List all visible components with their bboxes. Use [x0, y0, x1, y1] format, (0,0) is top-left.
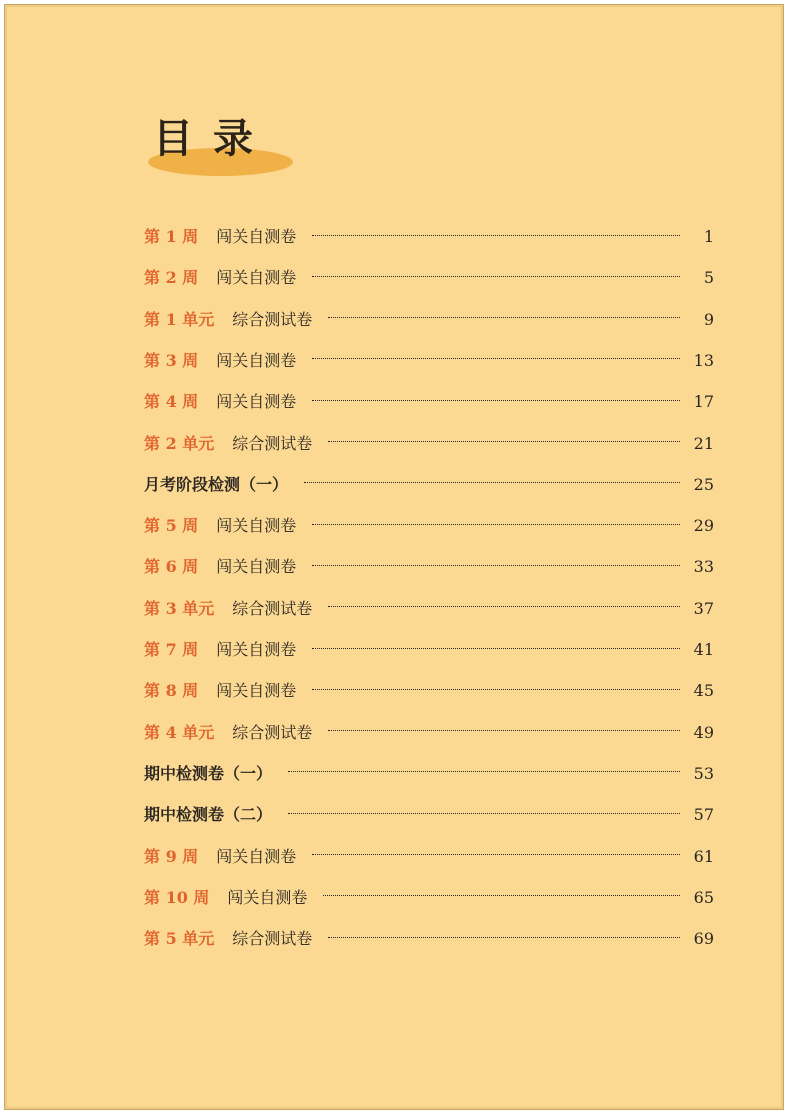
toc-entry-title: 期中检测卷（一）	[144, 763, 273, 783]
toc-entry	[144, 925, 714, 953]
toc-page-number: 69	[693, 929, 714, 949]
toc-leader-dots	[328, 317, 680, 318]
toc-entry-title: 闯关自测卷	[216, 227, 297, 246]
toc-leader-dots	[328, 606, 680, 607]
toc-leader-dots	[312, 565, 680, 566]
toc-leader-dots	[304, 482, 680, 483]
toc-leader-dots	[312, 524, 680, 525]
toc-leader-dots	[328, 441, 680, 442]
toc-entry-title: 综合测试卷	[232, 929, 313, 949]
toc-entry-prefix: 第 8 周	[144, 681, 199, 701]
toc-entry-prefix: 第 1 周	[144, 227, 199, 246]
toc-entry	[144, 512, 714, 540]
toc-entry	[144, 801, 714, 829]
toc-entry-title: 综合测试卷	[232, 598, 313, 618]
toc-entry-prefix: 第 7 周	[144, 640, 199, 659]
toc-page-number: 45	[693, 681, 714, 701]
toc-entry	[144, 388, 714, 416]
toc-leader-dots	[312, 854, 680, 855]
toc-leader-dots	[323, 895, 680, 896]
toc-page-number: 9	[703, 309, 714, 329]
toc-entry-title: 综合测试卷	[232, 722, 313, 742]
toc-leader-dots	[312, 400, 680, 401]
toc-entry	[144, 843, 714, 871]
toc-page-number: 65	[693, 887, 714, 907]
toc-entry-title: 期中检测卷（二）	[144, 805, 273, 825]
toc-page-number: 61	[693, 846, 714, 866]
toc-page-number: 5	[703, 268, 714, 288]
toc-page-number: 41	[693, 640, 714, 659]
toc-entry	[144, 884, 714, 912]
toc-entry-title: 闯关自测卷	[216, 846, 297, 866]
toc-entry	[144, 471, 714, 499]
toc-entry	[144, 223, 714, 251]
toc-entry-prefix: 第 3 周	[144, 350, 199, 370]
toc-page-number: 57	[693, 805, 714, 825]
toc-page-number: 37	[693, 598, 714, 618]
page-title: 目录	[153, 115, 273, 162]
toc-entry-title: 闯关自测卷	[216, 681, 297, 701]
toc-entry-prefix: 第 3 单元	[144, 598, 215, 618]
toc-page-number: 29	[693, 516, 714, 536]
toc-leader-dots	[328, 937, 680, 938]
toc-entry-prefix: 第 2 单元	[144, 433, 215, 453]
toc-leader-dots	[312, 358, 680, 359]
toc-page-number: 53	[693, 763, 714, 783]
toc-entry-title: 闯关自测卷	[216, 350, 297, 370]
toc-entry-prefix: 第 5 周	[144, 516, 199, 536]
toc-leader-dots	[328, 730, 680, 731]
toc-entry-title: 闯关自测卷	[216, 268, 297, 288]
toc-entry	[144, 636, 714, 664]
toc-page-number: 21	[693, 433, 714, 453]
toc-leader-dots	[312, 276, 680, 277]
toc-entry-prefix: 第 1 单元	[144, 309, 215, 329]
toc-entry	[144, 760, 714, 788]
toc-entry-title: 闯关自测卷	[216, 392, 297, 412]
toc-page-number: 25	[693, 474, 714, 494]
toc-entry	[144, 306, 714, 334]
toc-page-number: 49	[693, 722, 714, 742]
toc-entry-prefix: 第 5 单元	[144, 929, 215, 949]
toc-entry-title: 月考阶段检测（一）	[144, 474, 289, 494]
toc-entry-prefix: 第 4 单元	[144, 722, 215, 742]
toc-entry-title: 闯关自测卷	[216, 557, 297, 577]
toc-entry-prefix: 第 10 周	[144, 887, 210, 907]
toc-leader-dots	[312, 235, 680, 236]
toc-entry	[144, 347, 714, 375]
toc-entry	[144, 553, 714, 581]
toc-entry-title: 闯关自测卷	[216, 516, 297, 536]
toc-entry-prefix: 第 2 周	[144, 268, 199, 288]
toc-page-number: 33	[693, 557, 714, 577]
toc-page-number: 17	[693, 392, 714, 412]
toc-entry-prefix: 第 9 周	[144, 846, 199, 866]
toc-entry	[144, 430, 714, 458]
toc-page-number: 1	[703, 227, 714, 246]
toc-entry	[144, 264, 714, 292]
toc-entry	[144, 677, 714, 705]
toc-page-number: 13	[693, 350, 714, 370]
toc-entry-title: 综合测试卷	[232, 309, 313, 329]
toc-entry	[144, 595, 714, 623]
toc-entry-title: 闯关自测卷	[216, 640, 297, 659]
toc-leader-dots	[288, 813, 680, 814]
toc-entry-prefix: 第 4 周	[144, 392, 199, 412]
toc-entry-title: 闯关自测卷	[227, 887, 308, 907]
toc-entry-title: 综合测试卷	[232, 433, 313, 453]
toc-entry	[144, 719, 714, 747]
toc-leader-dots	[288, 771, 680, 772]
toc-entry-prefix: 第 6 周	[144, 557, 199, 577]
toc-leader-dots	[312, 689, 680, 690]
toc-leader-dots	[312, 648, 680, 649]
table-of-contents	[5, 5, 784, 1110]
document-page	[4, 4, 784, 1110]
